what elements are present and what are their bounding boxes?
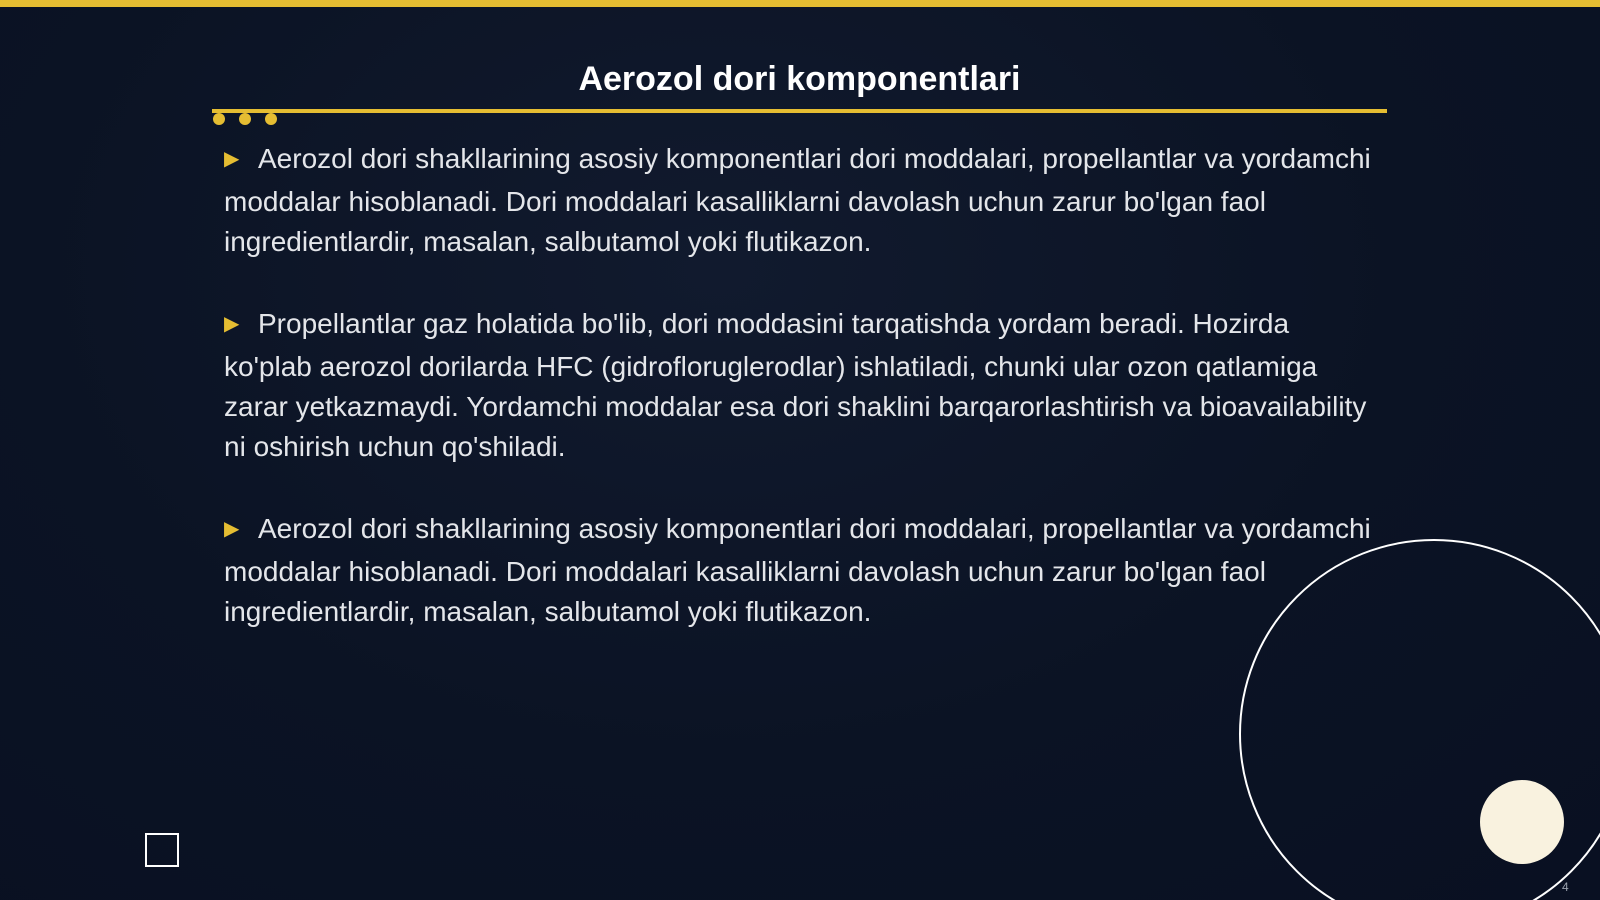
decorative-dot: [239, 113, 251, 125]
slide-title: Aerozol dori komponentlari: [578, 60, 1021, 98]
decorative-dot: [265, 113, 277, 125]
paragraph-text: Aerozol dori shakllarining asosiy komponentlari dori moddalari, propellantlar va yordamchi moddalar hisoblanadi. Dori moddalari kasalliklarni davolash uchun zarur bo'lgan faol ingredientlardir, masalan, salbutamol yoki flutikazon.: [224, 513, 1371, 627]
top-accent-bar: [0, 0, 1600, 7]
page-number: 4: [1562, 880, 1569, 894]
paragraph-text: Aerozol dori shakllarining asosiy komponentlari dori moddalari, propellantlar va yordamchi moddalar hisoblanadi. Dori moddalari kasalliklarni davolash uchun zarur bo'lgan faol ingredientlardir, masalan, salbutamol yoki flutikazon.: [224, 143, 1371, 257]
bullet-arrow-icon: ▶: [224, 148, 240, 170]
title-underline: [212, 109, 1387, 113]
decorative-circle-filled: [1480, 780, 1564, 864]
bullet-arrow-icon: ▶: [224, 313, 240, 335]
decorative-dot: [213, 113, 225, 125]
decorative-square: [145, 833, 179, 867]
bullet-paragraph-1: [224, 139, 1374, 262]
bullet-arrow-icon: ▶: [224, 518, 240, 540]
bullet-paragraph-3: [224, 509, 1374, 632]
paragraph-text: Propellantlar gaz holatida bo'lib, dori moddasini tarqatishda yordam beradi. Hozirda ko'plab aerozol dorilarda HFC (gidrofloruglerodlar) ishlatiladi, chunki ular ozon qatlamiga zarar yetkazmaydi. Yordamchi moddalar esa dori shaklini barqarorlashtirish va bioavailability ni oshirish uchun qo'shiladi.: [224, 308, 1367, 462]
slide-content: [224, 139, 1374, 674]
bullet-paragraph-2: [224, 304, 1374, 467]
